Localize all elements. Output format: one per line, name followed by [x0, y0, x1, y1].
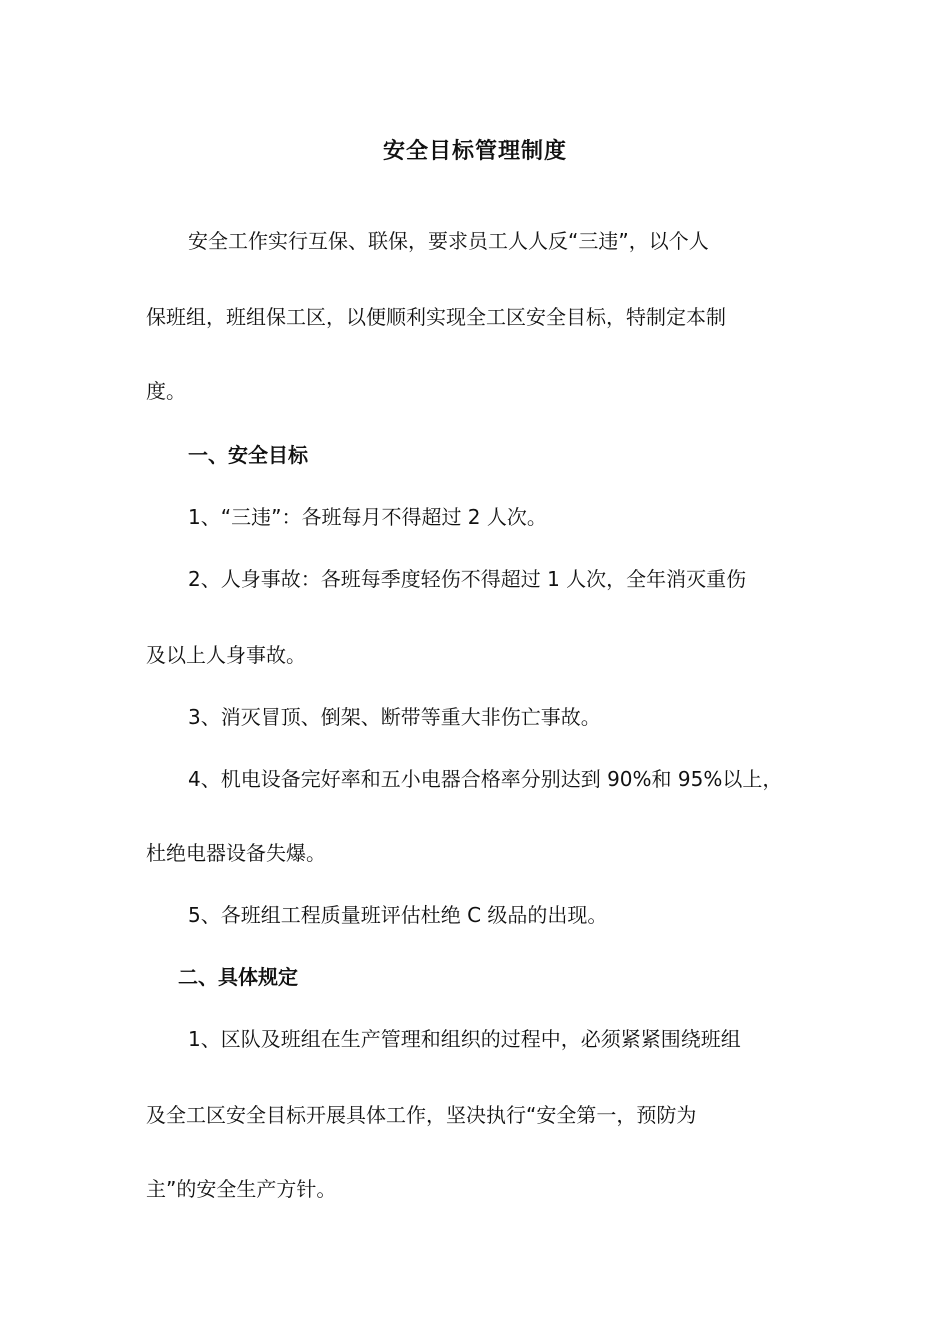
- rule-item-1-line-2: 及全工区安全目标开展具体工作，坚决执行“安全第一，预防为: [146, 1103, 697, 1127]
- target-item-2-line-2: 及以上人身事故。: [146, 643, 306, 667]
- target-item-4-line-1: 4、机电设备完好率和五小电器合格率分别达到 90%和 95%以上，: [188, 767, 783, 791]
- intro-line-2: 保班组，班组保工区，以便顺利实现全工区安全目标，特制定本制: [146, 305, 726, 329]
- rule-item-1-line-1: 1、区队及班组在生产管理和组织的过程中，必须紧紧围绕班组: [188, 1027, 741, 1051]
- intro-line-1: 安全工作实行互保、联保，要求员工人人反“三违”，以个人: [188, 229, 709, 253]
- target-item-2-line-1: 2、人身事故：各班每季度轻伤不得超过 1 人次，全年消灭重伤: [188, 567, 747, 591]
- section-heading-targets: 一、安全目标: [188, 443, 308, 467]
- target-item-1: 1、“三违”：各班每月不得超过 2 人次。: [188, 505, 547, 529]
- document-title: 安全目标管理制度: [382, 139, 567, 164]
- target-item-4-line-2: 杜绝电器设备失爆。: [146, 841, 326, 865]
- section-heading-rules: 二、具体规定: [178, 965, 298, 989]
- target-item-3: 3、消灭冒顶、倒架、断带等重大非伤亡事故。: [188, 705, 601, 729]
- intro-line-3: 度。: [146, 379, 186, 403]
- rule-item-1-line-3: 主”的安全生产方针。: [146, 1177, 337, 1201]
- target-item-5: 5、各班组工程质量班评估杜绝 C 级品的出现。: [188, 903, 608, 927]
